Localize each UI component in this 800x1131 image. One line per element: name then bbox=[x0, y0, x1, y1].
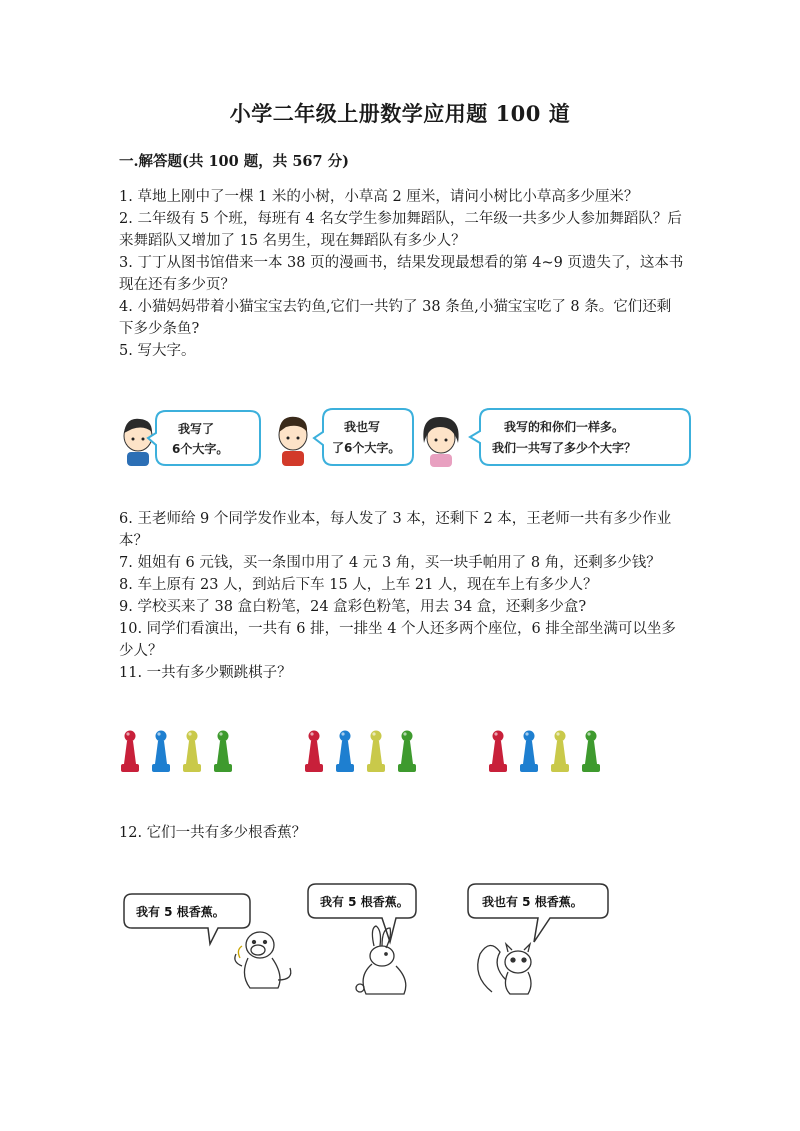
chess-piece-icon bbox=[183, 731, 201, 773]
banana-bubble-1 bbox=[124, 894, 250, 944]
question-6: 6. 王老师给 9 个同学发作业本，每人发了 3 本，还剩下 2 本，王老师一共有多少作业本？ bbox=[119, 511, 672, 549]
banana-bubble-3-text: 我也有 5 根香蕉。 bbox=[482, 895, 583, 909]
section-title: 一.解答题(共 100 题，共 567 分) bbox=[119, 153, 349, 170]
question-5: 5. 写大字。 bbox=[119, 343, 196, 359]
question-10: 10. 同学们看演出，一共有 6 排，一排坐 4 个人还多两个座位，6 排全部坐满可以坐多少人？ bbox=[119, 621, 676, 659]
chess-piece-icon bbox=[152, 731, 170, 773]
chess-piece-icon bbox=[520, 731, 538, 773]
banana-bubble-2-text: 我有 5 根香蕉。 bbox=[320, 895, 409, 909]
chess-piece-icon bbox=[336, 731, 354, 773]
question-8: 8. 车上原有 23 人，到站后下车 15 人，上车 21 人，现在车上有多少人？ bbox=[119, 577, 598, 593]
banana-bubble-3 bbox=[468, 884, 608, 942]
banana-bubble-2 bbox=[308, 884, 416, 942]
child-2-icon bbox=[279, 417, 307, 466]
bubble-1-line-1: 我写了 bbox=[178, 422, 215, 436]
bubble-2-line-1: 我也写 bbox=[344, 420, 381, 434]
child-1-icon bbox=[124, 419, 152, 466]
figure-write-characters bbox=[118, 405, 693, 473]
child-3-icon bbox=[423, 417, 458, 467]
figure-bananas bbox=[120, 880, 620, 1010]
bubble-1-line-2: 6个大字。 bbox=[172, 442, 229, 456]
question-7: 7. 姐姐有 6 元钱，买一条围巾用了 4 元 3 角，买一块手帕用了 8 角，还剩多少钱？ bbox=[119, 555, 661, 571]
question-12: 12. 它们一共有多少根香蕉？ bbox=[119, 825, 307, 841]
question-11: 11. 一共有多少颗跳棋子？ bbox=[119, 665, 292, 681]
figure-chess-pieces bbox=[118, 728, 618, 778]
squirrel-icon bbox=[478, 944, 531, 994]
chess-piece-icon bbox=[489, 731, 507, 773]
page-title: 小学二年级上册数学应用题 100 道 bbox=[229, 101, 571, 126]
banana-bubble-1-text: 我有 5 根香蕉。 bbox=[136, 905, 225, 919]
chess-piece-icon bbox=[582, 731, 600, 773]
question-2: 2. 二年级有 5 个班，每班有 4 名女学生参加舞蹈队，二年级一共多少人参加舞蹈队？后来舞蹈队又增加了 15 名男生，现在舞蹈队有多少人？ bbox=[119, 211, 682, 249]
question-group-6-11 bbox=[119, 508, 684, 684]
question-3: 3. 丁丁从图书馆借来一本 38 页的漫画书，结果发现最想看的第 4~9 页遗失了，这本书现在还有多少页？ bbox=[119, 255, 684, 293]
question-group-1-5 bbox=[119, 186, 684, 362]
monkey-icon bbox=[235, 932, 291, 988]
question-9: 9. 学校买来了 38 盒白粉笔，24 盒彩色粉笔，用去 34 盒，还剩多少盒? bbox=[119, 599, 587, 615]
bubble-2-line-2: 了6个大字。 bbox=[332, 441, 401, 455]
bubble-3-line-1: 我写的和你们一样多。 bbox=[504, 420, 625, 434]
rabbit-icon bbox=[356, 926, 406, 994]
chess-piece-icon bbox=[305, 731, 323, 773]
question-4: 4. 小猫妈妈带着小猫宝宝去钓鱼,它们一共钓了 38 条鱼,小猫宝宝吃了 8 条。它们还剩下多少条鱼? bbox=[119, 299, 672, 337]
bubble-3-line-2: 我们一共写了多少个大字？ bbox=[492, 441, 637, 455]
chess-piece-icon bbox=[367, 731, 385, 773]
chess-piece-icon bbox=[398, 731, 416, 773]
question-1: 1. 草地上刚中了一棵 1 米的小树，小草高 2 厘米，请问小树比小草高多少厘米？ bbox=[119, 189, 639, 205]
chess-piece-icon bbox=[121, 731, 139, 773]
speech-bubble-3 bbox=[470, 409, 690, 465]
speech-bubble-2 bbox=[314, 409, 413, 465]
chess-piece-icon bbox=[214, 731, 232, 773]
question-group-12 bbox=[119, 822, 684, 844]
chess-piece-icon bbox=[551, 731, 569, 773]
speech-bubble-1 bbox=[148, 411, 260, 465]
